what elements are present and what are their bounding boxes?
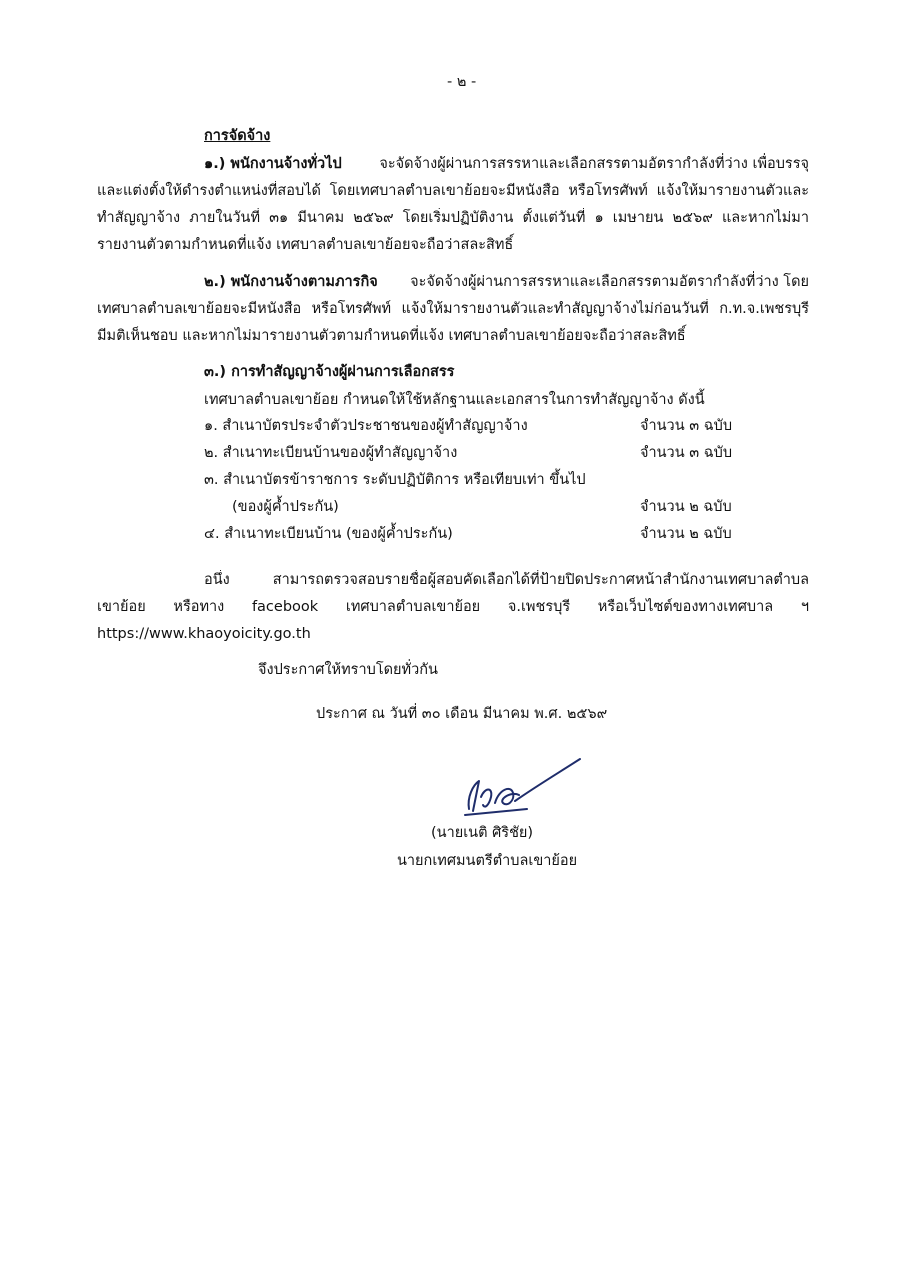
document-item-text: ๑. สำเนาบัตรประจำตัวประชาชนของผู้ทำสัญญาจ้าง — [204, 418, 528, 434]
document-item-text: ๔. สำเนาทะเบียนบ้าน (ของผู้ค้ำประกัน) — [204, 526, 453, 542]
section3-intro: เทศบาลตำบลเขาย้อย กำหนดให้ใช้หลักฐานและเอกสารในการทำสัญญาจ้าง ดังนี้ — [204, 392, 705, 408]
signer-title: นายกเทศมนตรีตำบลเขาย้อย — [397, 853, 578, 869]
document-item-text: ๒. สำเนาทะเบียนบ้านของผู้ทำสัญญาจ้าง — [204, 445, 458, 461]
document-item-qty: จำนวน ๓ ฉบับ — [640, 418, 733, 434]
notice-line: อนึ่ง สามารถตรวจสอบรายชื่อผู้สอบคัดเลือกได้ที่ป้ายปิดประกาศหน้าสำนักงานเทศบาลตำบล — [204, 572, 809, 588]
signer-name: (นายเนติ ศิริชัย) — [431, 825, 534, 841]
signature-image — [455, 757, 585, 819]
section2-first-line — [204, 272, 809, 292]
website-link[interactable]: https://www.khaoyoicity.go.th — [97, 626, 311, 642]
section1-line: และแต่งตั้งให้ดำรงตำแหน่งที่สอบได้ โดยเทศบาลตำบลเขาย้อยจะมีหนังสือ หรือโทรศัพท์ แจ้งให้มารายงานตัวและ — [97, 183, 809, 199]
document-item-text: ๓. สำเนาบัตรข้าราชการ ระดับปฏิบัติการ หรือเทียบเท่า ขึ้นไป — [204, 472, 586, 488]
document-item-qty: จำนวน ๒ ฉบับ — [640, 499, 732, 515]
closing-text: จึงประกาศให้ทราบโดยทั่วกัน — [258, 662, 438, 678]
section1-line: จะจัดจ้างผู้ผ่านการสรรหาและเลือกสรรตามอัตรากำลังที่ว่าง เพื่อบรรจุ — [379, 156, 809, 172]
section2-line: เทศบาลตำบลเขาย้อยจะมีหนังสือ หรือโทรศัพท์ แจ้งให้มารายงานตัวและทำสัญญาจ้างไม่ก่อนวันที่ ก.ท.จ.เพชรบุรี — [97, 301, 809, 317]
section-heading: การจัดจ้าง — [204, 128, 271, 144]
section1-line: รายงานตัวตามกำหนดที่แจ้ง เทศบาลตำบลเขาย้อยจะถือว่าสละสิทธิ์ — [97, 237, 514, 253]
notice-line: เขาย้อย หรือทาง facebook เทศบาลตำบลเขาย้อย จ.เพชรบุรี หรือเว็บไซต์ของทางเทศบาล ฯ — [97, 599, 809, 615]
page-number: - ๒ - — [447, 74, 477, 90]
section2-line: จะจัดจ้างผู้ผ่านการสรรหาและเลือกสรรตามอัตรากำลังที่ว่าง โดย — [410, 274, 809, 290]
section1-first-line — [204, 154, 809, 174]
document-item-qty: จำนวน ๒ ฉบับ — [640, 526, 732, 542]
document-item-text-cont: (ของผู้ค้ำประกัน) — [232, 499, 339, 515]
section1-line: ทำสัญญาจ้าง ภายในวันที่ ๓๑ มีนาคม ๒๕๖๙ โดยเริ่มปฏิบัติงาน ตั้งแต่วันที่ ๑ เมษายน ๒๕๖๙ และหากไม่มา — [97, 210, 809, 226]
document-item-qty: จำนวน ๓ ฉบับ — [640, 445, 733, 461]
section2-title: ๒.) พนักงานจ้างตามภารกิจ — [204, 274, 378, 290]
section3-title: ๓.) การทำสัญญาจ้างผู้ผ่านการเลือกสรร — [204, 364, 455, 380]
announcement-date: ประกาศ ณ วันที่ ๓๐ เดือน มีนาคม พ.ศ. ๒๕๖๙ — [316, 706, 608, 722]
section2-line: มีมติเห็นชอบ และหากไม่มารายงานตัวตามกำหนดที่แจ้ง เทศบาลตำบลเขาย้อยจะถือว่าสละสิทธิ์ — [97, 328, 686, 344]
section1-title: ๑.) พนักงานจ้างทั่วไป — [204, 156, 342, 172]
